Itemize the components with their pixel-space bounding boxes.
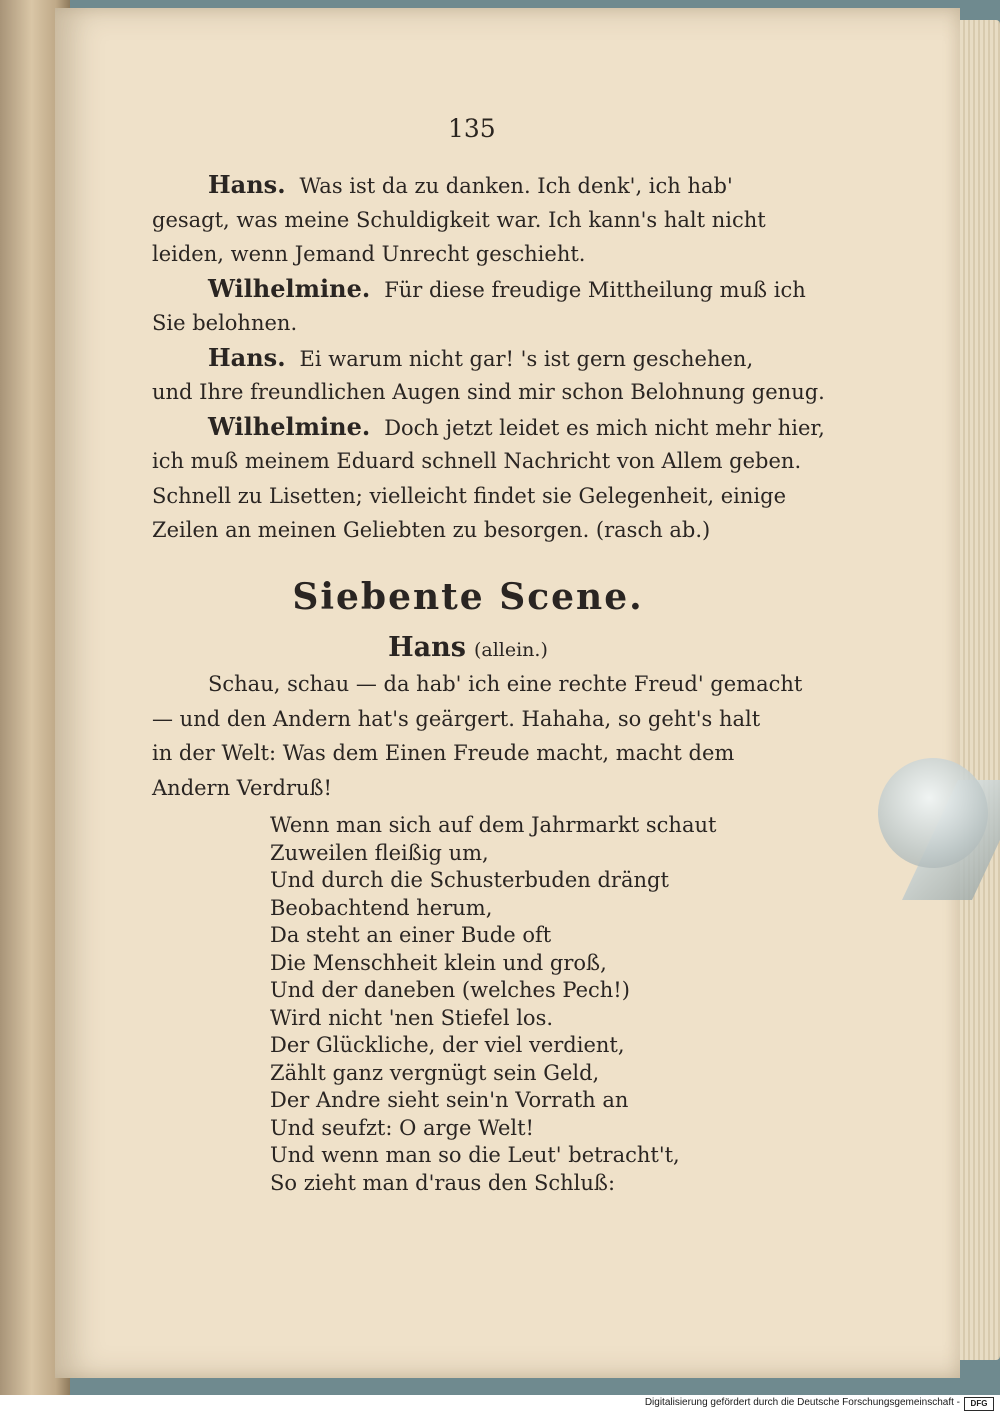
prose-line: — und den Andern hat's geärgert. Hahaha, so geht's halt <box>152 706 761 731</box>
verse-line: Beobachtend herum, <box>270 895 493 920</box>
dialogue-line <box>152 272 806 307</box>
dialogue-line: Schnell zu Lisetten; vielleicht findet sie Gelegenheit, einige <box>152 483 786 508</box>
verse-line: Der Glückliche, der viel verdient, <box>270 1033 625 1057</box>
dialogue-line <box>152 410 825 445</box>
verse-line: Der Andre sieht sein'n Vorrath an <box>270 1088 629 1112</box>
monologue-prose <box>152 672 803 810</box>
verse-line: Und durch die Schusterbuden drängt <box>270 868 669 892</box>
verse-line: Zählt ganz vergnügt sein Geld, <box>270 1060 600 1085</box>
scene-character: Hans <box>388 632 466 663</box>
dialogue-line: leiden, wenn Jemand Unrecht geschieht. <box>152 242 586 266</box>
dialogue-text: Für diese freudige Mittheilung muß ich <box>384 277 806 302</box>
dialogue-paragraph <box>152 341 825 410</box>
prose-text: Schau, schau — da hab' ich eine rechte Freud' gemacht <box>208 672 803 696</box>
dialogue-block <box>152 168 825 548</box>
funding-notice: Digitalisierung gefördert durch die Deutsche Forschungsgemeinschaft - <box>644 1397 960 1408</box>
page-number: 135 <box>448 114 496 143</box>
prose-line: in der Welt: Was dem Einen Freude macht, macht dem <box>152 741 735 765</box>
verse-line: Wenn man sich auf dem Jahrmarkt schaut <box>270 813 717 837</box>
dialogue-text: Doch jetzt leidet es mich nicht mehr hier, <box>384 415 825 440</box>
verse-line: Die Menschheit klein und groß, <box>270 950 607 975</box>
dialogue-line: und Ihre freundlichen Augen sind mir schon Belohnung genug. <box>152 380 825 404</box>
dialogue-line: Sie belohnen. <box>152 311 298 335</box>
verse-line: So zieht man d'raus den Schluß: <box>270 1170 616 1195</box>
dialogue-paragraph <box>152 168 784 272</box>
speaker-name: Wilhelmine. <box>208 273 371 303</box>
prose-line <box>152 672 803 707</box>
dialogue-line: ich muß meinem Eduard schnell Nachricht von Allem geben. <box>152 449 802 473</box>
dialogue-paragraph <box>152 410 825 548</box>
dialogue-line: gesagt, was meine Schuldigkeit war. Ich kann's halt nicht <box>152 207 766 232</box>
stage-direction: (allein.) <box>473 639 548 661</box>
verse-line: Da steht an einer Bude oft <box>270 923 552 947</box>
dialogue-line <box>152 168 784 203</box>
speaker-name: Hans. <box>208 342 286 372</box>
verse-line: Und seufzt: O arge Welt! <box>270 1115 534 1140</box>
dialogue-line: Zeilen an meinen Geliebten zu besorgen. (rasch ab.) <box>152 518 711 542</box>
verse-line: Wird nicht 'nen Stiefel los. <box>270 1005 554 1030</box>
dialogue-line <box>152 341 784 376</box>
dialogue-paragraph <box>152 272 806 341</box>
verse-line: Und der daneben (welches Pech!) <box>270 978 630 1002</box>
verse-line: Und wenn man so die Leut' betracht't, <box>270 1143 680 1167</box>
scene-heading: Siebente Scene. <box>292 576 644 618</box>
song-verse <box>270 812 730 1197</box>
prose-line: Andern Verdruß! <box>152 775 332 800</box>
dialogue-text: Was ist da zu danken. Ich denk', ich hab' <box>299 174 733 198</box>
verse-line: Zuweilen fleißig um, <box>270 840 489 865</box>
speaker-name: Hans. <box>208 170 286 199</box>
dialogue-text: Ei warum nicht gar! 's ist gern geschehen, <box>299 346 754 371</box>
speaker-name: Wilhelmine. <box>208 411 371 441</box>
scene-character-line <box>152 632 784 663</box>
dfg-logo: DFG <box>964 1397 994 1411</box>
